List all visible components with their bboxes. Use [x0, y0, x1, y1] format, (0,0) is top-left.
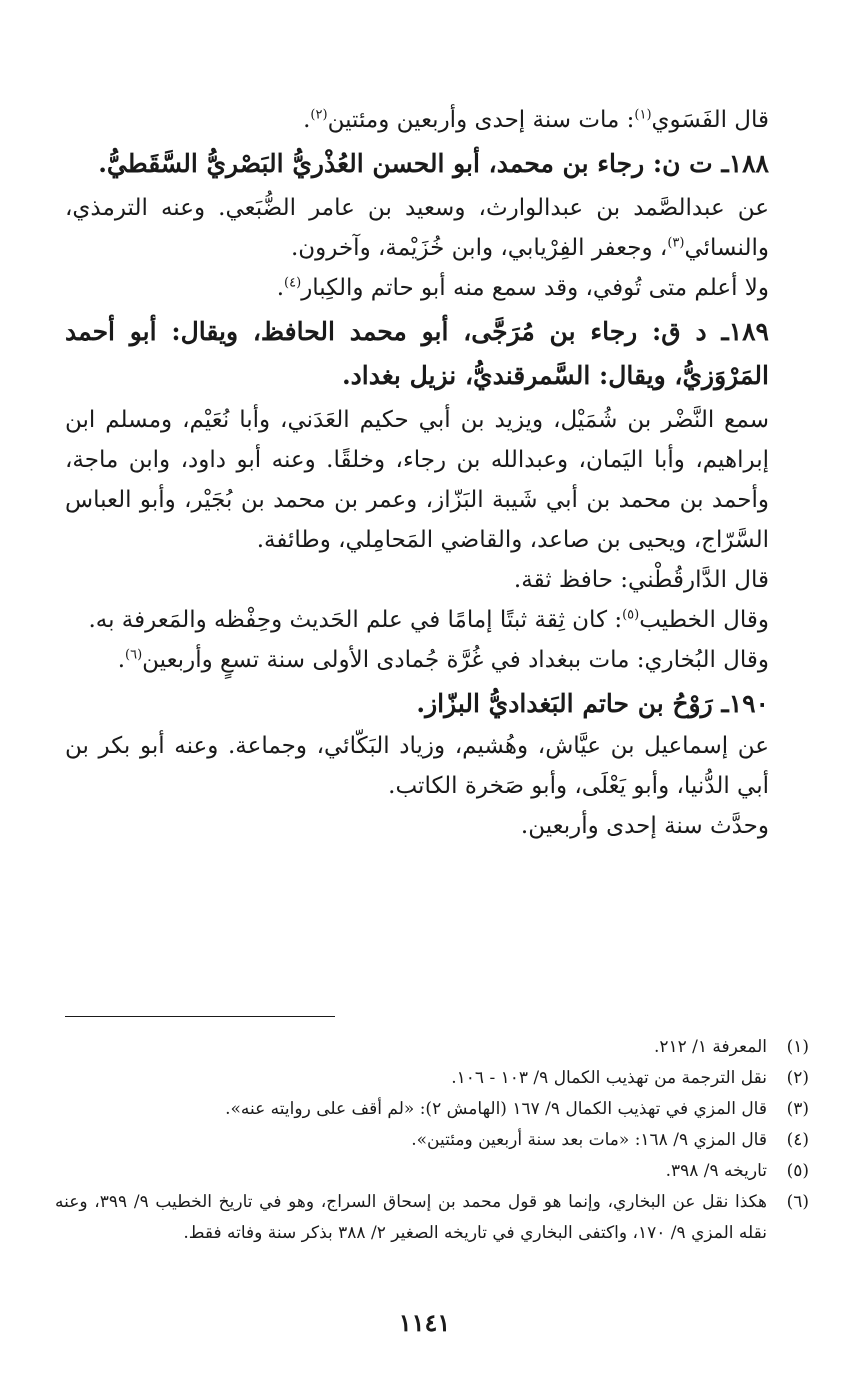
footnote-number: (٤): [786, 1130, 809, 1150]
footnote-text: تاريخه ٩/ ٣٩٨.: [665, 1161, 767, 1181]
footnote-number: (٥): [786, 1161, 809, 1181]
entry-189-paragraph-4: وقال البُخاري: مات ببغداد في غُرَّة جُمادى الأولى سنة تسعٍ وأربعين$^{(٦)}$.: [117, 647, 769, 673]
entry-189-paragraph-1: سمع النَّضْر بن شُمَيْل، ويزيد بن أبي حكيم العَدَني، وأبا نُعَيْم، ومسلم ابن إبراهيم، وأبا اليَمان، وعبدالله بن رجاء، وخلقًا. وعنه أبو داود، وابن ماجة، وأحمد بن محمد بن أبي شَيبة البَزّاز، وعمر بن محمد بن بُجَيْر، وأبو العباس السَّرّاج، ويحيى بن صاعد، والقاضي المَحامِلي، وطائفة.: [65, 407, 769, 553]
footnote-6: [55, 1187, 809, 1249]
entry-188-heading: ١٨٨ـ ت ن: رجاء بن محمد، أبو الحسن العُذْريُّ البَصْريُّ السَّقَطيُّ.: [98, 149, 769, 178]
footnote-divider: [65, 1016, 335, 1017]
page-number: ١١٤١: [398, 1308, 451, 1337]
entry-188-paragraph-2: ولا أعلم متى تُوفي، وقد سمع منه أبو حاتم والكِبار$^{(٤)}$.: [276, 275, 769, 301]
footnote-text: قال المزي في تهذيب الكمال ٩/ ١٦٧ (الهامش ٢): «لم أقف على روايته عنه».: [225, 1099, 767, 1119]
footnote-ref-2[interactable]: (٢): [310, 107, 328, 123]
footnote-number: (٦): [786, 1192, 809, 1212]
entry-190-paragraph-2: وحدَّث سنة إحدى وأربعين.: [520, 813, 769, 839]
footnote-2: [55, 1063, 809, 1094]
footnote-text: نقل الترجمة من تهذيب الكمال ٩/ ١٠٣ - ١٠٦.: [451, 1068, 767, 1088]
footnote-number: (٢): [786, 1068, 809, 1088]
footnotes: [55, 1032, 809, 1249]
main-text: [65, 100, 809, 846]
footnote-3: [55, 1094, 809, 1125]
footnote-text: المعرفة ١/ ٢١٢.: [653, 1037, 767, 1057]
footnote-text: قال المزي ٩/ ١٦٨: «مات بعد سنة أربعين ومئتين».: [411, 1130, 767, 1150]
footnote-ref-3[interactable]: (٣): [667, 235, 685, 251]
footnote-ref-6[interactable]: (٦): [125, 647, 143, 663]
entry-190-paragraph-1: عن إسماعيل بن عيَّاش، وهُشيم، وزياد البَكّائي، وجماعة. وعنه أبو بكر بن أبي الدُّنيا، وأبو يَعْلَى، وأبو صَخرة الكاتب.: [65, 733, 769, 799]
footnote-5: [55, 1156, 809, 1187]
entry-189-paragraph-2: قال الدَّارقُطْني: حافظ ثقة.: [513, 567, 769, 593]
entry-189-heading: ١٨٩ـ د ق: رجاء بن مُرَجَّى، أبو محمد الحافظ، ويقال: أبو أحمد المَرْوَزيُّ، ويقال: السَّمرقنديُّ، نزيل بغداد.: [65, 317, 769, 390]
footnote-number: (١): [786, 1037, 809, 1057]
footnote-number: (٣): [786, 1099, 809, 1119]
footnote-1: [55, 1032, 809, 1063]
footnote-4: [55, 1125, 809, 1156]
paragraph-fasawi: قال الفَسَوي$^{(١)}$: مات سنة إحدى وأربعين ومئتين$^{(٢)}$.: [303, 107, 769, 133]
entry-190-heading: ١٩٠ـ رَوْحُ بن حاتم البَغداديُّ البزّاز.: [416, 689, 769, 718]
footnote-text: هكذا نقل عن البخاري، وإنما هو قول محمد بن إسحاق السراج، وهو في تاريخ الخطيب ٩/ ٣٩٩، وعنه نقله المزي ٩/ ١٧٠، واكتفى البخاري في تاريخه الصغير ٢/ ٣٨٨ بذكر سنة وفاته فقط.: [55, 1192, 767, 1243]
footnote-ref-1[interactable]: (١): [634, 107, 652, 123]
footnote-ref-4[interactable]: (٤): [284, 275, 302, 291]
entry-189-paragraph-3: وقال الخطيب$^{(٥)}$: كان ثِقة ثبتًا إمامًا في علم الحَديث وحِفْظه والمَعرفة به.: [88, 607, 769, 633]
entry-188-paragraph-1: عن عبدالصَّمد بن عبدالوارث، وسعيد بن عامر الضُّبَعي. وعنه الترمذي، والنسائي$^{(٣)}$، وجعفر الفِرْيابي، وابن خُزَيْمة، وآخرون.: [65, 195, 769, 261]
footnote-ref-5[interactable]: (٥): [622, 607, 640, 623]
